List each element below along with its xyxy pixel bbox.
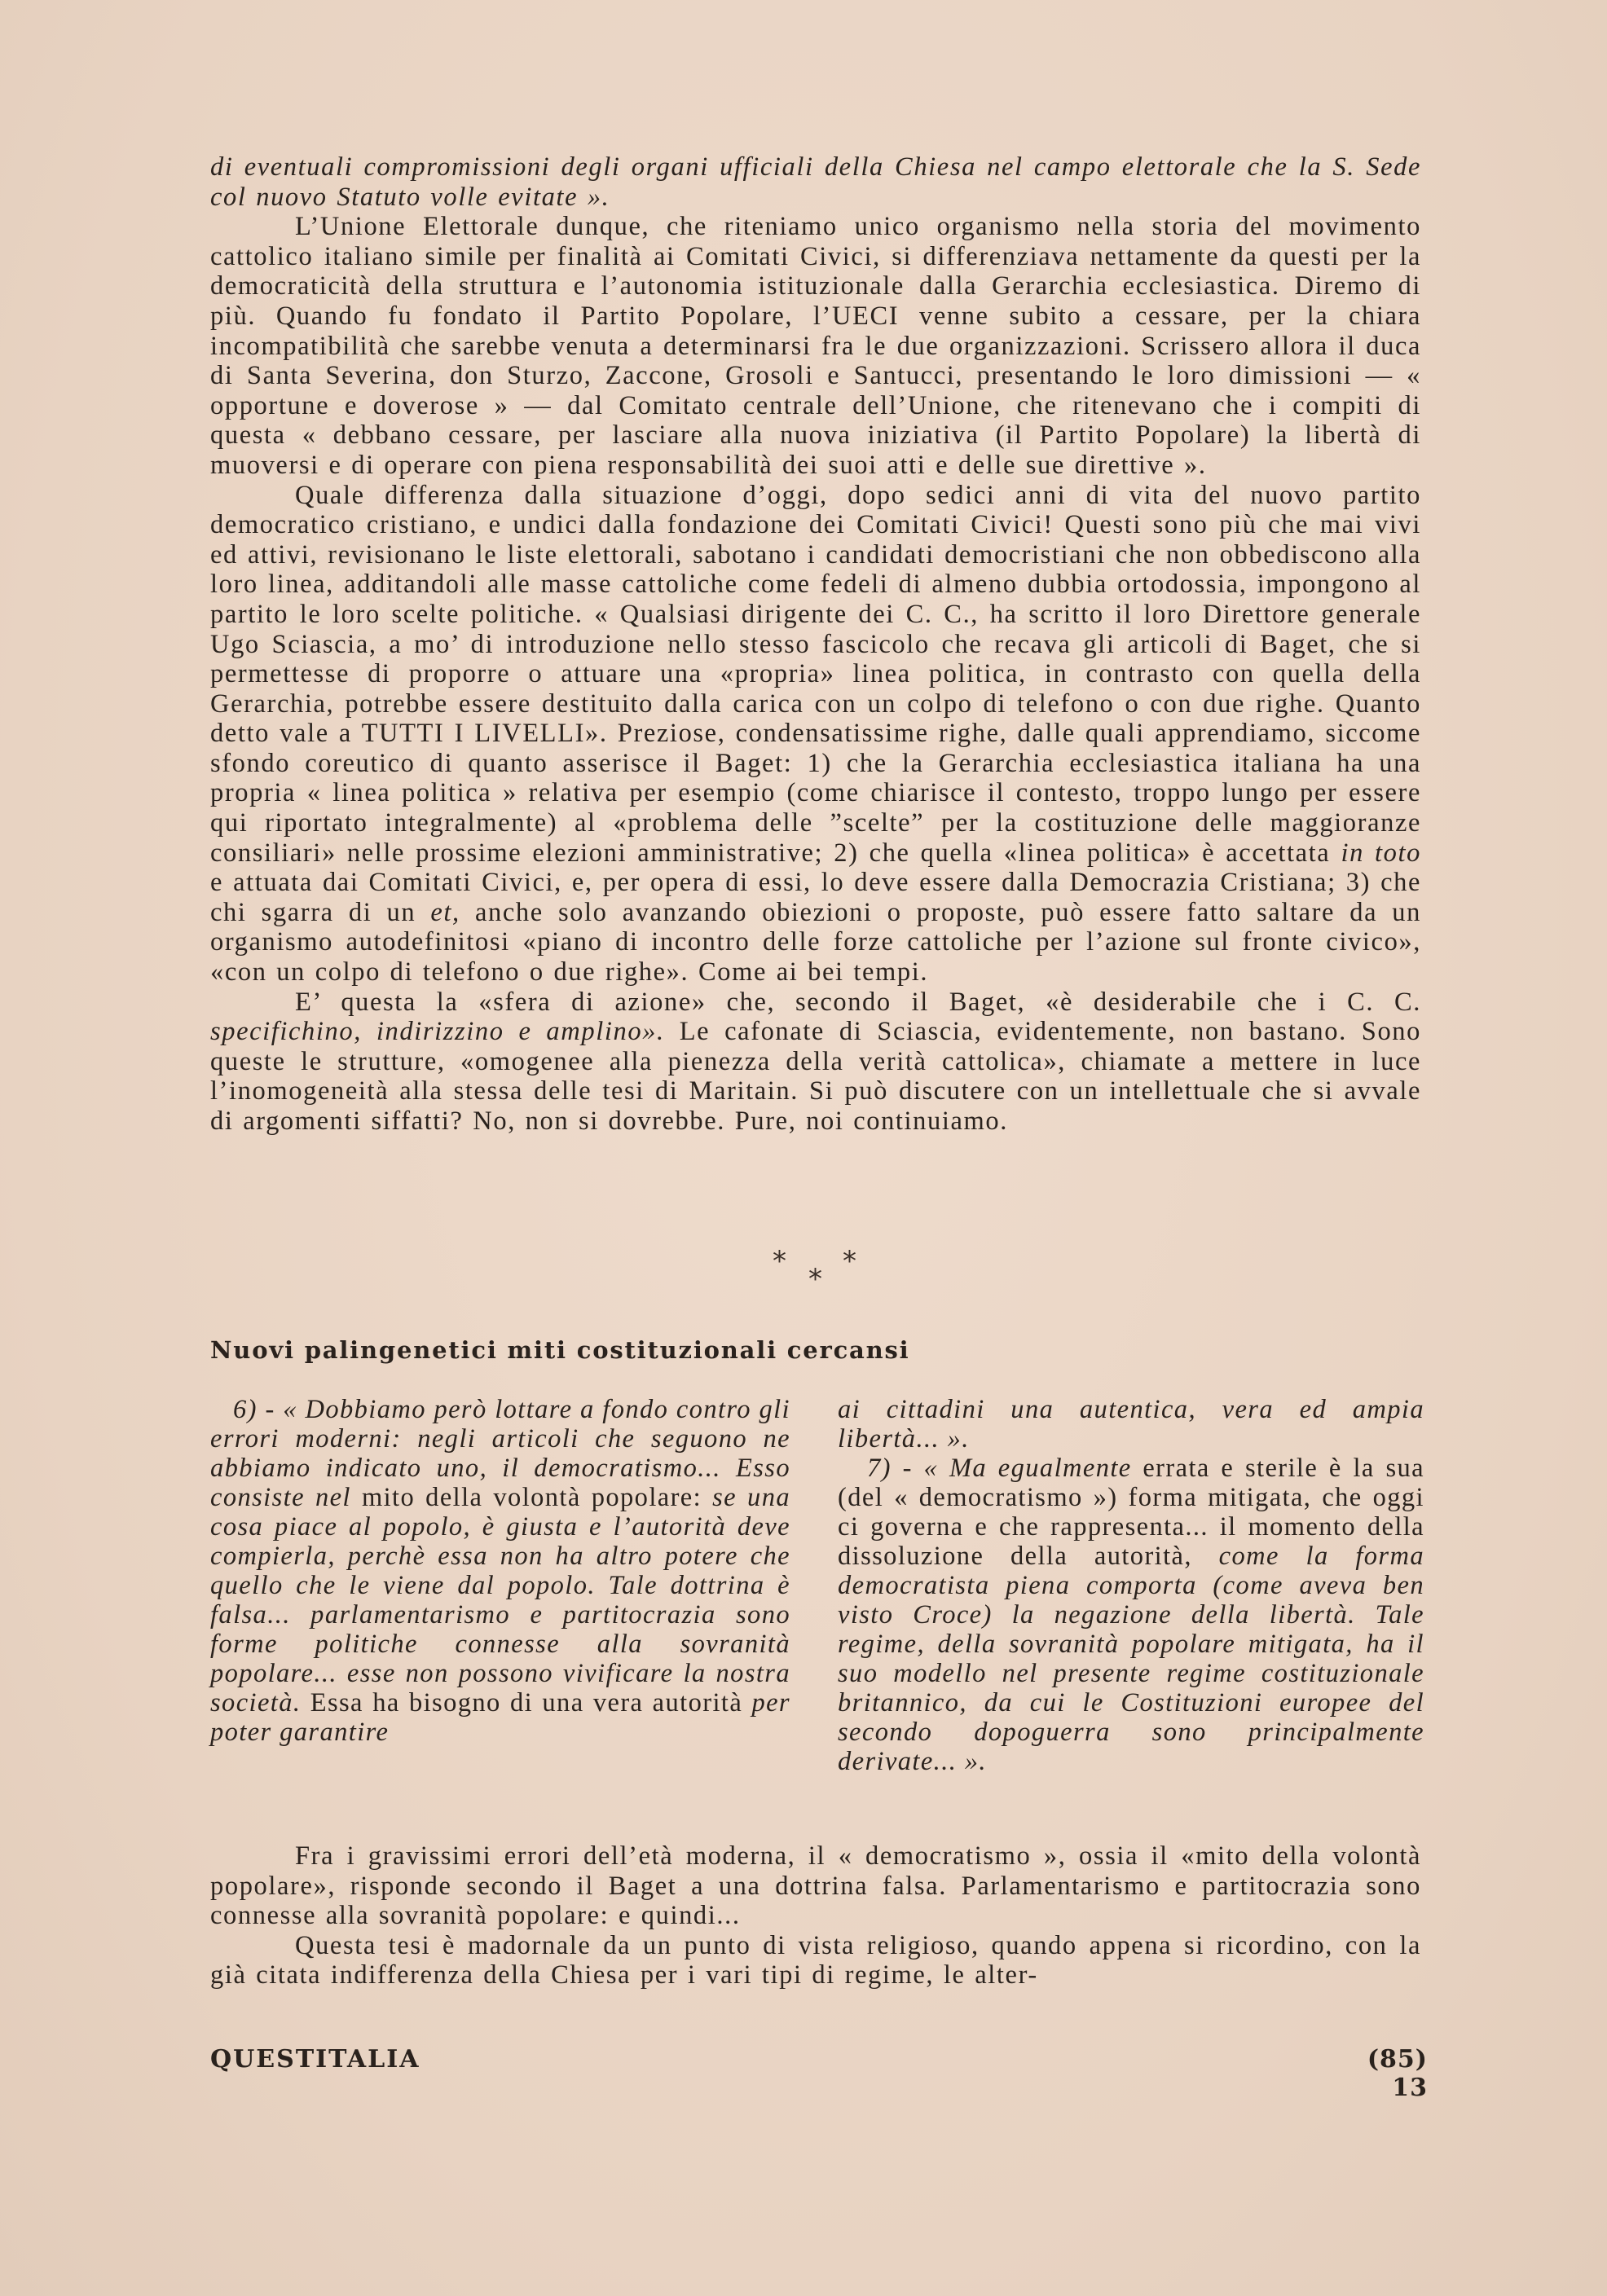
- italic-span: come la forma democratista piena comporta (come aveva ben visto Croce) la negazione della libertà. Tale regime, della sovranità popolare mitigata, ha il suo modello nel presente regime costituzionale britannico, da cui le Costituzioni europee del secondo dopoguerra sono principalmente derivate... ».: [838, 1542, 1425, 1776]
- italic-quote: di eventuali compromissioni degli organi ufficiali della Chiesa nel campo elettorale che la S. Sede col nuovo Statuto volle evitate ».: [210, 152, 1421, 212]
- paragraph: [210, 987, 1421, 1137]
- paragraph-continuation: [210, 152, 1421, 212]
- separator-star: *: [808, 1263, 822, 1295]
- paragraph: Fra i gravissimi errori dell’età moderna, il « democratismo », ossia il «mito della volontà popolare», risponde secondo il Baget a una dottrina falsa. Parlamentarismo e partitocrazia sono connesse alla sovranità popolare: e quindi...: [210, 1841, 1421, 1931]
- italic-span: se una cosa piace al popolo, è giusta e l’autorità deve compierla, perchè essa non ha altro potere che quello che le viene dal popolo. Tale dottrina è falsa... parlamentarismo e partitocrazia sono forme politiche connesse alla sovranità popolare... esse non possono vivificare la nostra società.: [210, 1483, 790, 1718]
- text-span: E’ questa la «sfera di azione» che, secondo il Baget, «è desiderabile che i C. C.: [295, 987, 1421, 1017]
- italic-span: specifichino, indirizzino e amplino».: [210, 1017, 665, 1047]
- quote-column-right: [838, 1395, 1424, 1776]
- quote-paragraph: [210, 1395, 790, 1747]
- footer-journal-title: QUESTITALIA: [210, 2045, 420, 2074]
- text-span: Quale differenza dalla situazione d’oggi, dopo sedici anni di vita del nuovo partito democratico cristiano, e undici dalla fondazione dei Comitati Civici! Questi sono più che mai vivi ed attivi, revisionano le liste elettorali, sabotano i candidati democristiani che non obbediscono alla loro linea, additandoli alle masse cattoliche come fedeli di almeno dubbia ortodossia, impongono al partito le loro scelte politiche. « Qualsiasi dirigente dei C. C., ha scritto il loro Direttore generale Ugo Sciascia, a mo’ di introduzione nello stesso fascicolo che recava gli articoli di Baget, che si permettesse di proporre o attuare una «propria» linea politica, in contrasto con quella della Gerarchia, potrebbe essere destituito dalla carica con un colpo di telefono o con due righe. Quanto detto vale a TUTTI I LIVELLI». Preziose, condensatissime righe, dalle quali apprendiamo, siccome sfondo coreutico di quanto asserisce il Baget: 1) che la Gerarchia ecclesiastica italiana ha una propria « linea politica » relativa per esempio (come chiarisce il contesto, troppo lungo per essere qui riportato integralmente) al «problema delle ”scelte” per la costituzione delle maggioranze consiliari» nelle prossime elezioni amministrative; 2) che quella «linea politica» è accettata: [210, 480, 1421, 868]
- footer-page-number: (85) 13: [1367, 2045, 1428, 2102]
- italic-span: 6) - « Dobbiamo però lottare a fondo contro gli errori moderni: negli articoli che seguono ne abbiamo indicato uno, il democratismo... Esso consiste nel: [210, 1395, 790, 1512]
- separator-star: *: [843, 1245, 856, 1278]
- text-span: errata e sterile è la sua (del « democratismo ») forma mitigata, che oggi ci governa e che rappresenta... il momento della dissoluzione della autorità,: [838, 1454, 1424, 1571]
- italic-span: et,: [430, 897, 460, 927]
- text-span: Le cafonate di Sciascia, evidentemente, non bastano. Sono queste le strutture, «omogenee alla pienezza della verità cattolica», chiamate a mettere in luce l’inomogeneità alla stessa delle tesi di Maritain. Si può discutere con un intellettuale che si avvale di argomenti siffatti? No, non si dovrebbe. Pure, noi continuiamo.: [210, 1017, 1421, 1136]
- section-separator: [766, 1245, 872, 1302]
- text-span: e attuata dai Comitati Civici, e, per opera di essi, lo deve essere dalla Democrazia Cristiana; 3) che chi sgarra di un: [210, 868, 1421, 927]
- italic-span: in toto: [1341, 838, 1422, 868]
- quote-paragraph: [838, 1454, 1424, 1776]
- quote-paragraph: [838, 1395, 1424, 1454]
- separator-star: *: [773, 1245, 786, 1278]
- italic-span: 7) - « Ma egualmente: [867, 1454, 1132, 1483]
- text-span: mito della volontà popolare:: [361, 1483, 702, 1512]
- quote-column-left: [210, 1395, 790, 1747]
- paragraph: Questa tesi è madornale da un punto di vista religioso, quando appena si ricordino, con la già citata indifferenza della Chiesa per i vari tipi di regime, le alter-: [210, 1930, 1421, 1990]
- paragraph: L’Unione Elettorale dunque, che riteniamo unico organismo nella storia del movimento cattolico italiano simile per finalità ai Comitati Civici, si differenziava nettamente da questi per la democraticità della struttura e l’autonomia istituzionale dalla Gerarchia ecclesiastica. Diremo di più. Quando fu fondato il Partito Popolare, l’UECI venne subito a cessare, per la chiara incompatibilità che sarebbe venuta a determinarsi fra le due organizzazioni. Scrissero allora il duca di Santa Severina, don Sturzo, Zaccone, Grosoli e Santucci, presentando le loro dimissioni — « opportune e doverose » — dal Comitato centrale dell’Unione, che ritenevano che i compiti di questa « debbano cessare, per lasciare alla nuova iniziativa (il Partito Popolare) la libertà di muoversi e di operare con piena responsabilità dei suoi atti e delle sue direttive ».: [210, 212, 1421, 480]
- text-span: anche solo avanzando obiezioni o proposte, può essere fatto saltare da un organismo autodefinitosi «piano di incontro delle forze cattoliche per l’azione sul fronte civico», «con un colpo di telefono o due righe». Come ai bei tempi.: [210, 897, 1421, 987]
- text-span: Essa ha bisogno di una vera autorità: [310, 1688, 743, 1718]
- italic-span: ai cittadini una autentica, vera ed ampia libertà... ».: [838, 1395, 1424, 1454]
- italic-span: per poter garantire: [210, 1688, 790, 1747]
- opening-text: [210, 152, 1421, 1137]
- paragraph: [210, 481, 1421, 987]
- section-heading: Nuovi palingenetici miti costituzionali cercansi: [210, 1336, 910, 1364]
- closing-text: [210, 1841, 1421, 1990]
